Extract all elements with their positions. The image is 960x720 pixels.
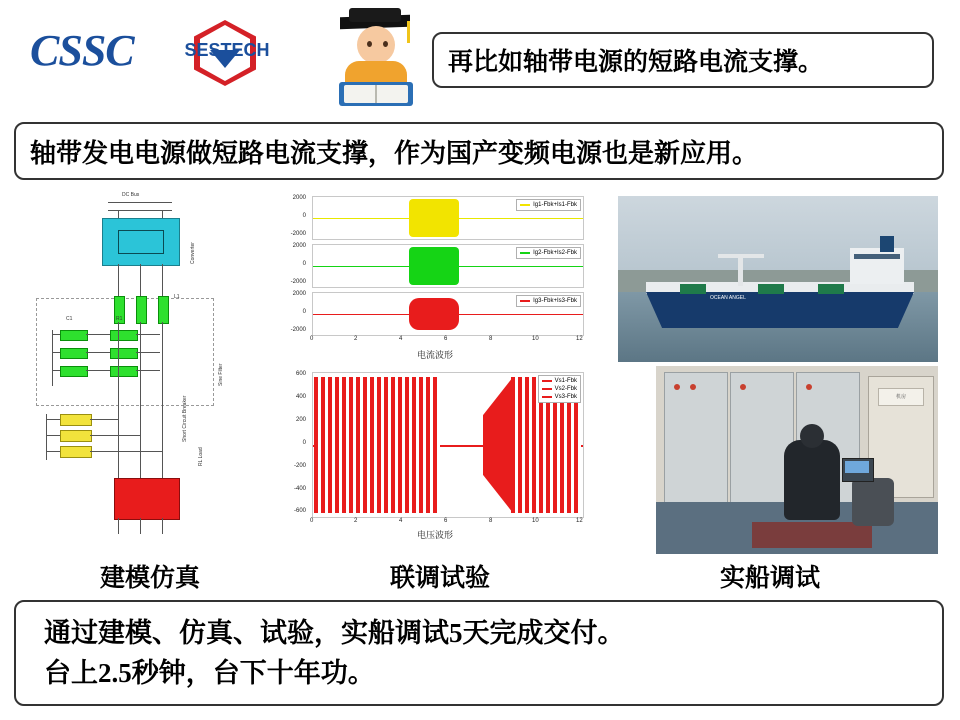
panel-indicator-3 [740,384,746,390]
ship-bridge-windows [854,254,900,259]
v-tick-0: 0 [302,440,306,446]
rl-tie-1 [90,419,118,420]
legend-label-ig1: Ig1-Fbk+Is1-Fbk [533,202,577,208]
dc-link-2 [162,210,163,218]
callout-top [432,32,934,88]
rl-tie-3 [90,451,162,452]
sestech-arrow-icon [210,50,240,68]
legend-swatch-ig2 [520,252,530,254]
legend-ig2 [516,247,581,259]
cap-2 [60,348,88,359]
cr-link-1 [86,334,110,335]
x-tick-10: 10 [532,336,539,342]
callout-bottom-line2: 台上2.5秒钟，台下十年功。 [44,658,375,688]
res-1 [110,330,138,341]
current-subplot-2 [312,244,584,288]
legend-label-ig3: Ig3-Fbk+Is3-Fbk [533,298,577,304]
v-x-tick-10: 10 [532,518,539,524]
voltage-plot-area [312,372,584,518]
y-tick-2000-c: 2000 [292,291,306,297]
sestech-logo-text: SESTECH [184,40,270,60]
cr-link-3 [86,370,110,371]
ship-funnel [880,236,894,252]
v-x-tick-4: 4 [399,518,403,524]
avatar-eye-right [383,41,388,47]
l1-label: L1 [174,294,180,300]
v-x-tick-12: 12 [576,518,583,524]
breaker-out-c [162,518,163,534]
callout-second-text: 轴带发电电源做短路电流支撑，作为国产变频电源也是新应用。 [30,138,759,168]
breaker-out-b [140,518,141,534]
y-tick-2000-a: 2000 [292,195,306,201]
caption-joint-test: 联调试验 [389,565,490,592]
legend-swatch-vs1 [542,380,552,382]
vs-segment-ramp [483,377,513,513]
ship-deck-cargo-3 [818,284,844,294]
filter-tap-3 [52,370,60,371]
room-sign: 机房 [878,388,924,406]
breaker-label: Short Circuit Breaker [182,395,188,442]
ship-hull [646,292,914,328]
office-chair [852,478,894,526]
dc-link-1 [118,210,119,218]
legend-voltage [538,375,581,403]
rl-tie-2 [90,435,140,436]
legend-label-vs3: Vs3-Fbk [554,394,577,400]
callout-bottom [14,600,944,706]
ship-photo [618,196,938,362]
graduation-cap-top [349,8,401,22]
cap-tassel [407,21,410,43]
rl-load-3 [60,446,92,458]
dc-bus-label: DC Bus [122,192,140,198]
v-tick-200: 200 [295,417,306,423]
v-x-tick-0: 0 [310,518,314,524]
current-subplot-1 [312,196,584,240]
ship-deck-cargo-1 [680,284,706,294]
converter-symbol [118,230,164,254]
v-tick-400: 400 [295,394,306,400]
legend-label-vs2: Vs2-Fbk [554,386,577,392]
r1-label: R1 [116,316,123,322]
rl-load-2 [60,430,92,442]
panel-indicator-2 [690,384,696,390]
x-tick-12: 12 [576,336,583,342]
y-tick-2000-b: 2000 [292,243,306,249]
x-tick-0: 0 [310,336,314,342]
y-tick-0-c: 0 [302,309,306,315]
y-tick-neg2000-b: -2000 [290,279,306,285]
cap-1 [60,330,88,341]
voltage-chart-caption: 电压波形 [416,530,453,540]
rl-n-tap-2 [46,435,60,436]
laptop-screen [845,461,869,473]
v-x-tick-8: 8 [489,518,493,524]
dc-bus-line-top [108,202,172,203]
legend-label-ig2: Ig2-Fbk+Is2-Fbk [533,250,577,256]
x-tick-6: 6 [444,336,448,342]
v-tick-neg400: -400 [293,486,306,492]
filter-neutral-line [52,330,53,386]
panel-indicator-4 [806,384,812,390]
ship-deck-cargo-2 [758,284,784,294]
ig1-burst [409,199,459,237]
rl-load-1 [60,414,92,426]
schematic-diagram [22,190,270,540]
y-tick-neg2000-c: -2000 [290,327,306,333]
avatar-head [357,26,395,64]
callout-top-text: 再比如轴带电源的短路电流支撑。 [448,49,824,76]
current-subplot-3 [312,292,584,336]
caption-onboard-commissioning: 实船调试 [719,565,820,592]
v-tick-neg200: -200 [293,463,306,469]
c1-label: C1 [66,316,73,322]
voltage-waveform-chart [272,368,598,540]
v-tick-600: 600 [295,371,306,377]
breaker-out-a [118,518,119,534]
bus-line-c [162,322,163,478]
engineer-body [784,440,840,520]
rl-n-tap-1 [46,419,60,420]
v-x-tick-6: 6 [444,518,448,524]
legend-ig3 [516,295,581,307]
v-tick-neg600: -600 [293,508,306,514]
legend-swatch-vs3 [542,396,552,398]
x-tick-8: 8 [489,336,493,342]
y-tick-neg2000-a: -2000 [290,231,306,237]
ship-name-label: OCEAN ANGEL [710,295,746,301]
inductor-c [158,296,169,324]
caption-modeling-simulation: 建模仿真 [99,565,200,592]
panel-indicator-1 [674,384,680,390]
y-tick-0-a: 0 [302,213,306,219]
inductor-b [136,296,147,324]
floor-mat [752,522,872,548]
filter-tap-1 [52,334,60,335]
legend-ig1 [516,199,581,211]
res-3 [110,366,138,377]
switchboard-panel-1 [664,372,728,506]
rl-n-tap-3 [46,451,60,452]
callout-bottom-line1: 通过建模、仿真、试验，实船调试5天完成交付。 [44,618,625,648]
bus-line-b [140,322,141,478]
book-spine [375,85,377,103]
callout-second [14,122,944,180]
ig3-burst [409,298,459,330]
bus-line-a [118,322,119,478]
v-x-tick-2: 2 [354,518,358,524]
current-chart-caption: 电流波形 [416,350,453,360]
converter-label: Converter [190,242,196,264]
sestech-logo [172,20,282,90]
vs-segment-left [314,377,440,513]
short-circuit-breaker [114,478,180,520]
legend-swatch-vs2 [542,388,552,390]
cap-3 [60,366,88,377]
rl-neutral [46,414,47,460]
x-tick-2: 2 [354,336,358,342]
res-2 [110,348,138,359]
y-tick-0-b: 0 [302,261,306,267]
avatar-eye-left [367,41,372,47]
sine-filter-label: Sine Filter [218,363,224,386]
rl-load-label: RL Load [198,447,204,466]
engineer-head [800,424,824,448]
x-tick-4: 4 [399,336,403,342]
cssc-logo: CSSC [30,26,134,75]
onboard-commissioning-photo [656,366,938,554]
legend-label-vs1: Vs1-Fbk [554,378,577,384]
ig2-burst [409,247,459,285]
cr-link-2 [86,352,110,353]
student-reading-avatar [323,8,429,113]
filter-tap-2 [52,352,60,353]
ship-crane-mast [738,254,743,286]
legend-swatch-ig1 [520,204,530,206]
legend-swatch-ig3 [520,300,530,302]
current-waveform-chart [272,192,598,362]
